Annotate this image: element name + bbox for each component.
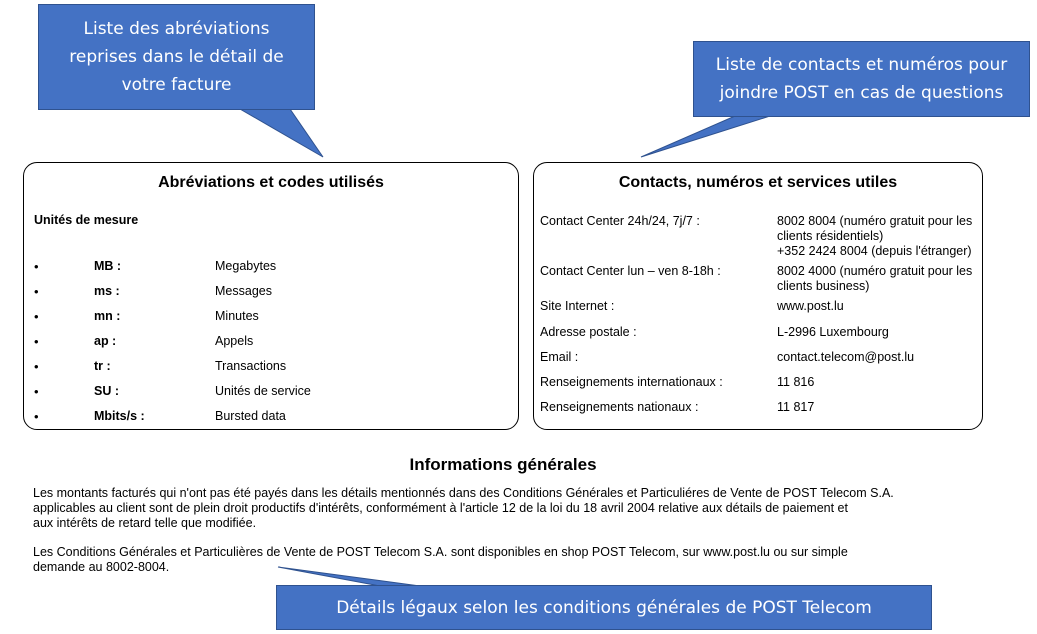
bullet: • [34,284,39,299]
abbreviations-box [23,162,519,430]
contact-value-line: contact.telecom@post.lu [777,350,915,364]
bullet: • [34,409,39,424]
contact-value-line: +352 2424 8004 (depuis l'étranger) [777,244,972,258]
paragraph-line: Les montants facturés qui n'ont pas été payés dans les détails mentionnés dans des Conditions Générales et Particuliéres de Vente de POST Telecom S.A. [33,486,894,500]
abbreviation-code: SU : [94,384,119,398]
abbreviation-code: ms : [94,284,120,298]
contact-label: Site Internet : [540,299,615,313]
callout-legal-text: Détails légaux selon les conditions générales de POST Telecom [336,597,872,618]
units-subheading: Unités de mesure [34,213,139,227]
contact-label: Renseignements nationaux : [540,400,699,414]
contact-value-line: clients business) [777,279,870,293]
list-item [24,359,518,379]
bullet: • [34,259,39,274]
abbreviation-code: ap : [94,334,117,348]
abbreviation-code: tr : [94,359,111,373]
contact-value [777,299,982,314]
abbreviation-meaning: Bursted data [215,409,286,423]
abbreviation-code: mn : [94,309,121,323]
list-item [24,384,518,404]
paragraph-line: Les Conditions Générales et Particulières de Vente de POST Telecom S.A. sont disponibles en shop POST Telecom, sur www.post.lu ou sur simple [33,545,848,559]
callout-contacts-text: Liste de contacts et numéros pour joindre POST en cas de questions [715,55,1008,103]
contacts-box [533,162,983,430]
contact-value [777,214,982,259]
abbreviation-code: MB : [94,259,122,273]
abbreviation-code: Mbits/s : [94,409,145,423]
contact-value-line: www.post.lu [777,299,844,313]
abbreviations-title: Abréviations et codes utilisés [158,174,384,191]
contact-label: Renseignements internationaux : [540,375,723,389]
list-item [24,259,518,279]
paragraph-line: applicables au client sont de plein droit productifs d'intérêts, conformément à l'article 12 de la loi du 18 avril 2004 relative aux détails de paiement et [33,501,848,515]
abbreviation-meaning: Appels [215,334,254,348]
contact-value-line: L-2996 Luxembourg [777,325,889,339]
callout-tail-abbreviations [240,109,323,157]
abbreviation-meaning: Megabytes [215,259,277,273]
contact-value-line: 11 817 [777,400,815,414]
contact-label: Email : [540,350,579,364]
contact-value-line: 11 816 [777,375,815,389]
contact-value-line: clients résidentiels) [777,229,884,243]
bullet: • [34,384,39,399]
abbreviation-meaning: Unités de service [215,384,311,398]
callout-legal [276,585,932,630]
contact-value [777,375,982,390]
general-info-title: Informations générales [409,455,597,474]
contact-value [777,325,982,340]
callout-contacts [693,41,1030,117]
paragraph-line: demande au 8002-8004. [33,560,170,574]
bullet: • [34,359,39,374]
abbreviation-meaning: Transactions [215,359,287,373]
contacts-title: Contacts, numéros et services utiles [618,174,898,191]
list-item [24,409,518,429]
callout-tail-contacts [641,116,770,157]
list-item [24,284,518,304]
abbreviation-meaning: Messages [215,284,272,298]
contact-value [777,400,982,415]
contact-value-line: 8002 8004 (numéro gratuit pour les [777,214,973,228]
general-info-paragraph-1 [33,486,913,531]
general-info-paragraph-2 [33,545,913,575]
list-item [24,334,518,354]
paragraph-line: aux intérêts de retard telle que modifiée. [33,516,257,530]
contact-label: Contact Center 24h/24, 7j/7 : [540,214,700,228]
contact-value [777,264,982,294]
bullet: • [34,309,39,324]
bullet: • [34,334,39,349]
contact-value-line: 8002 4000 (numéro gratuit pour les [777,264,973,278]
callout-abbreviations [38,4,315,110]
list-item [24,309,518,329]
contact-label: Adresse postale : [540,325,637,339]
contact-label: Contact Center lun – ven 8-18h : [540,264,721,278]
callout-abbreviations-text: Liste des abréviations reprises dans le détail de votre facture [69,19,284,95]
abbreviation-meaning: Minutes [215,309,259,323]
contact-value [777,350,982,365]
